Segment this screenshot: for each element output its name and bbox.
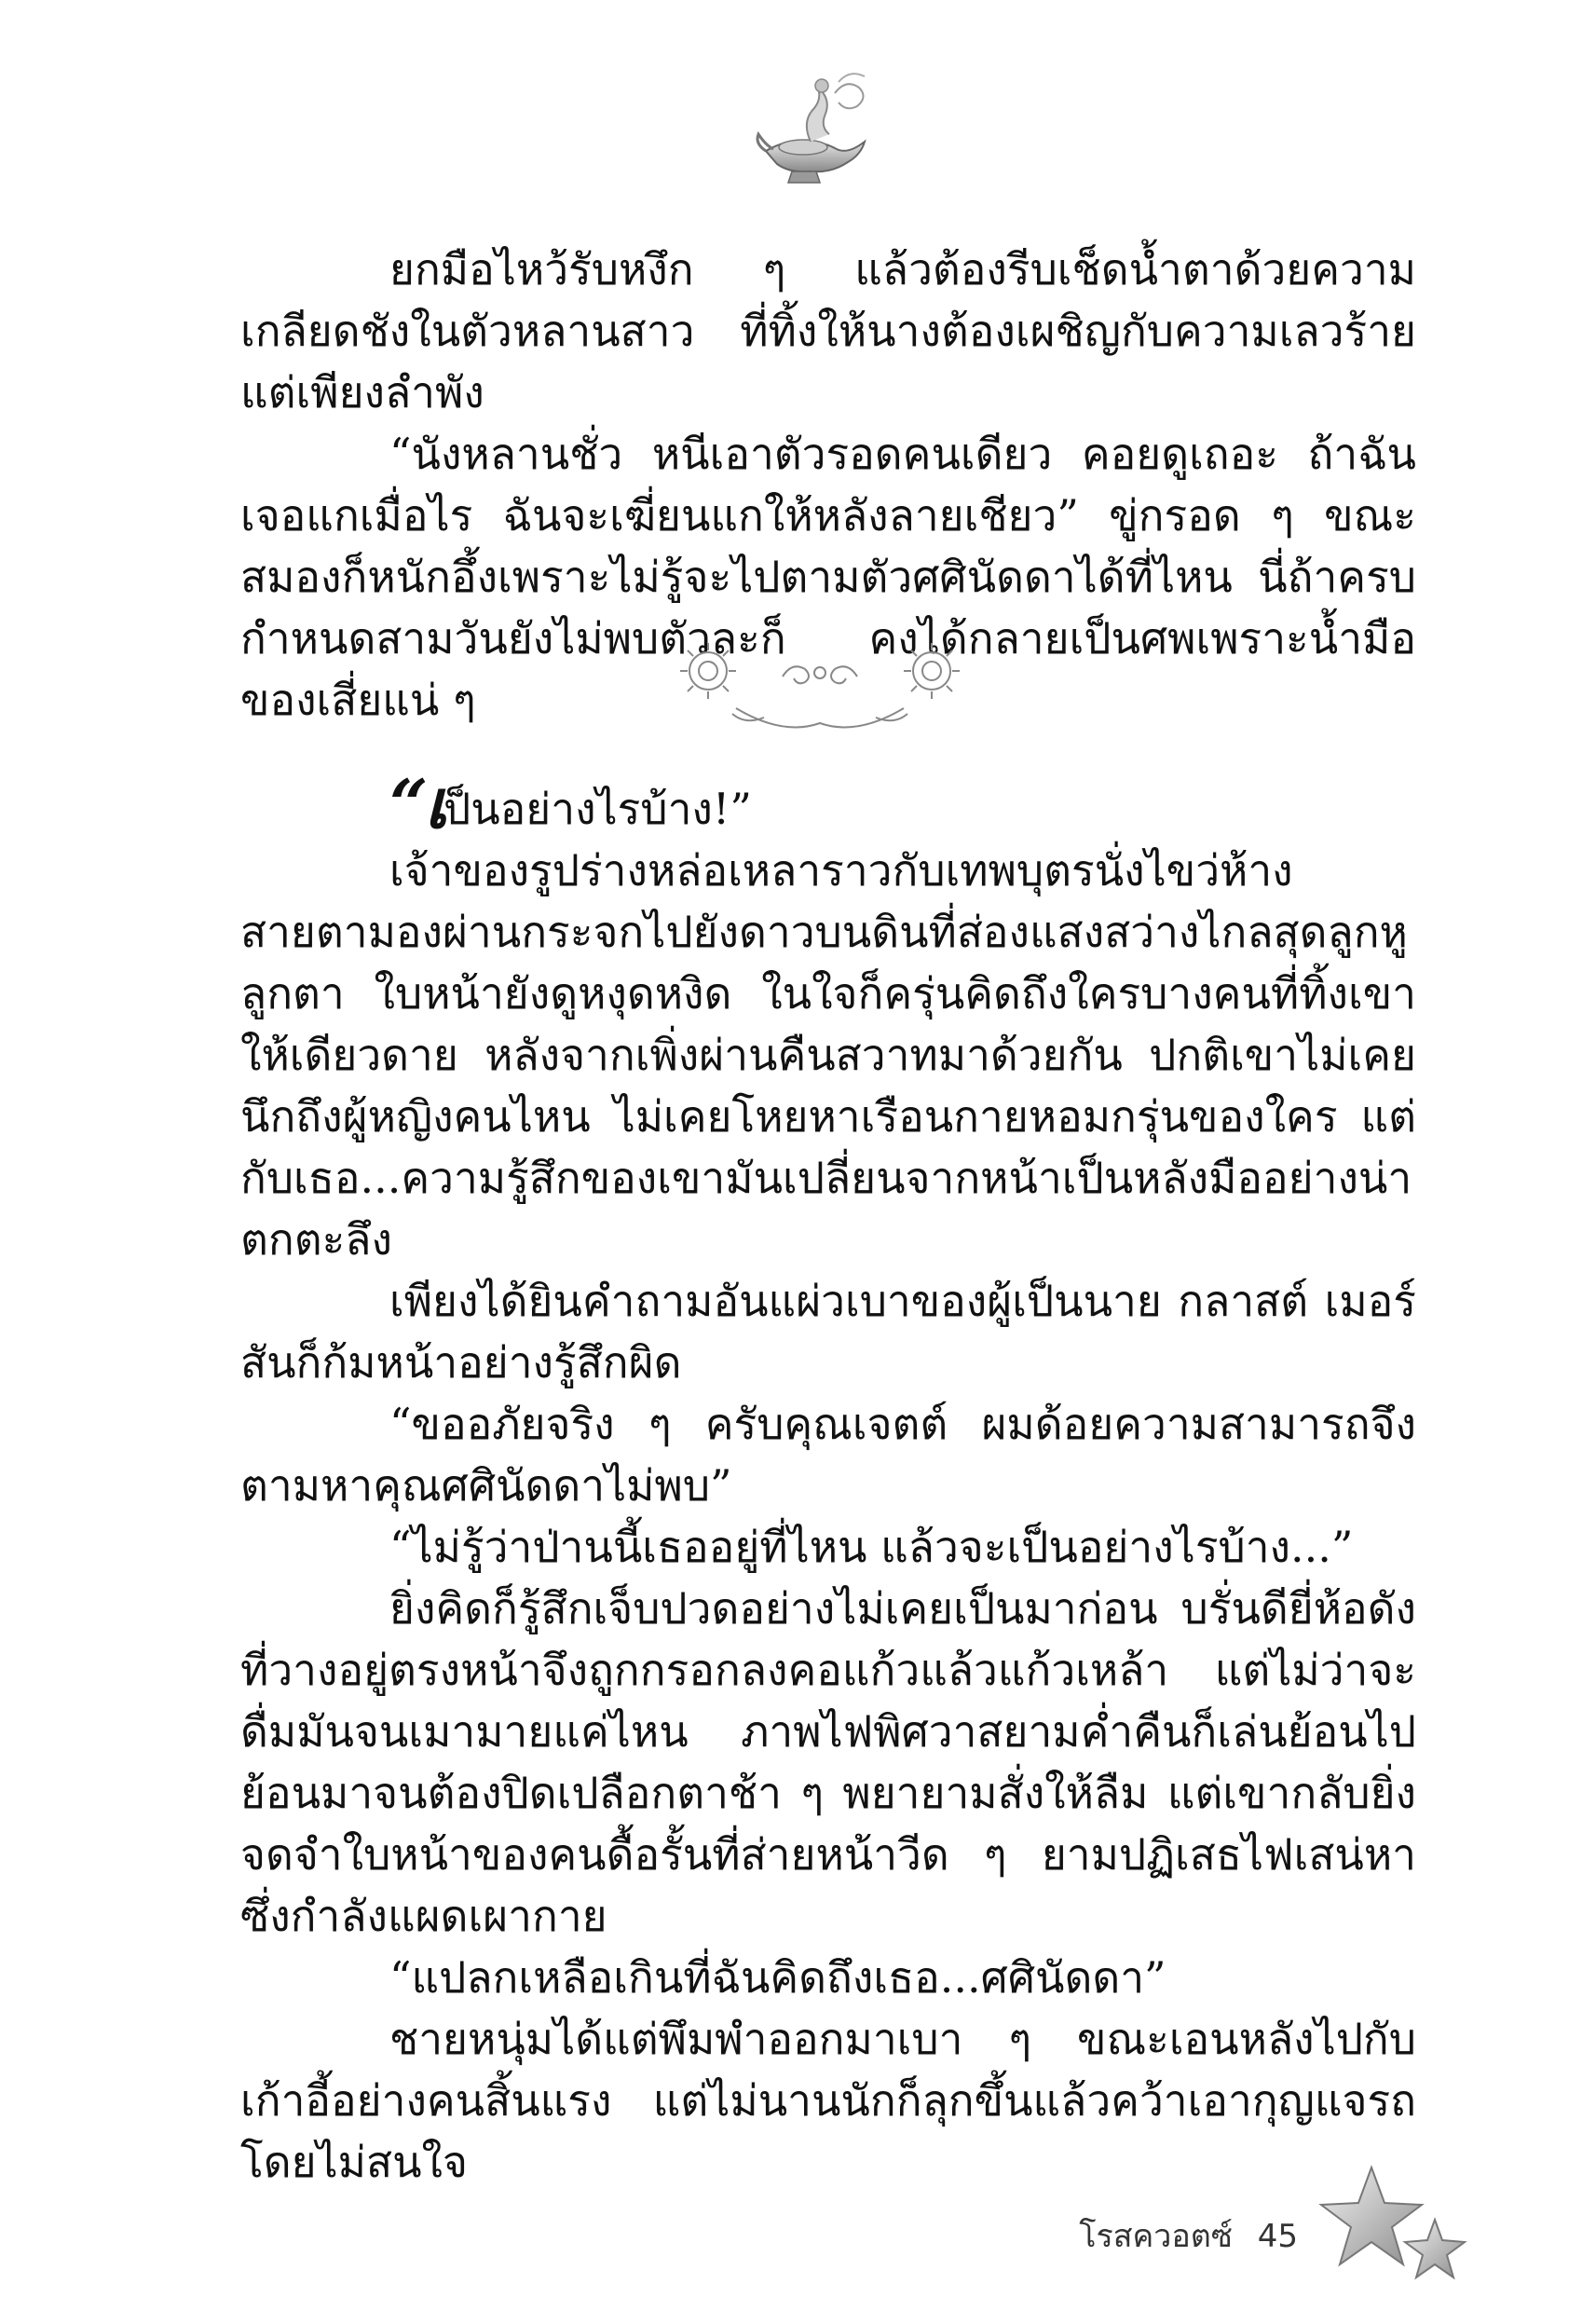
page-footer <box>1064 2210 1298 2261</box>
opening-paragraph <box>240 764 1416 843</box>
paragraph: “แปลกเหลือเกินที่ฉันคิดถึงเธอ...ศศินัดดา” <box>389 1952 1166 2003</box>
magic-lamp-ornament-icon <box>745 65 885 196</box>
paragraph: เจ้าของรูปร่างหล่อเหลาราวกับเทพบุตรนั่งไขว่ห้าง สายตามองผ่านกระจกไปยังดาวบนดินที่ส่องแสงสว่างไกลสุดลูกหูลูกตา ใบหน้ายังดูหงุดหงิด ในใจก็ครุ่นคิดถึงใครบางคนที่ทิ้งเขาให้เดียวดาย หลังจากเพิ่งผ่านคืนสวาทมาด้วยกัน ปกติเขาไม่เคยนึกถึงผู้หญิงคนไหน ไม่เคยโหยหาเรือนกายหอมกรุ่นของใคร แต่กับเธอ...ความรู้สึกของเขามันเปลี่ยนจากหน้าเป็นหลังมืออย่างน่าตกตะลึง <box>240 845 1416 1265</box>
text-section-bottom <box>240 764 1416 2193</box>
decorative-opening-quote: “ <box>389 764 425 843</box>
paragraph: ยิ่งคิดก็รู้สึกเจ็บปวดอย่างไม่เคยเป็นมาก่อน บรั่นดียี่ห้อดังที่วางอยู่ตรงหน้าจึงถูกกรอกลงคอแก้วแล้วแก้วเหล้า แต่ไม่ว่าจะดื่มมันจนเมามายแค่ไหน ภาพไฟพิศวาสยามค่ำคืนก็เล่นย้อนไปย้อนมาจนต้องปิดเปลือกตาช้า ๆ พยายามสั่งให้ลืม แต่เขากลับยิ่งจดจำใบหน้าของคนดื้อรั้นที่ส่ายหน้าวีด ๆ ยามปฏิเสธไฟเสน่หาซึ่งกำลังแผดเผากาย <box>240 1583 1416 1941</box>
paragraph: ยกมือไหว้รับหงึก ๆ แล้วต้องรีบเช็ดน้ำตาด้วยความเกลียดชังในตัวหลานสาว ที่ทิ้งให้นางต้องเผชิญกับความเลวร้ายแต่เพียงลำพัง <box>240 244 1416 417</box>
stars-ornament-icon <box>1316 2160 1474 2290</box>
book-title: โรสควอตซ์ <box>1079 2218 1233 2255</box>
paragraph: “ขออภัยจริง ๆ ครับคุณเจตต์ ผมด้อยความสามารถจึงตามหาคุณศศินัดดาไม่พบ” <box>240 1399 1416 1511</box>
page-number: 45 <box>1257 2218 1298 2255</box>
paragraph: เพียงได้ยินคำถามอันแผ่วเบาของผู้เป็นนาย กลาสต์ เมอร์สันก็ก้มหน้าอย่างรู้สึกผิด <box>240 1276 1416 1388</box>
drop-letter: เ <box>424 764 444 843</box>
opening-text: ป็นอย่างไรบ้าง!” <box>443 784 752 834</box>
paragraph: “ไม่รู้ว่าป่านนี้เธออยู่ที่ไหน แล้วจะเป็นอย่างไรบ้าง...” <box>389 1522 1354 1572</box>
paragraph: “นังหลานชั่ว หนีเอาตัวรอดคนเดียว คอยดูเถอะ ถ้าฉันเจอแกเมื่อไร ฉันจะเฆี่ยนแกให้หลังลายเชียว” ขู่กรอด ๆ ขณะสมองก็หนักอึ้งเพราะไม่รู้จะไปตามตัวศศินัดดาได้ที่ไหน นี่ถ้าครบกำหนดสามวันยังไม่พบตัวละก็ คงได้กลายเป็นศพเพราะน้ำมือของเสี่ยแน่ ๆ <box>240 429 1416 725</box>
floral-divider-ornament-icon <box>680 634 960 745</box>
paragraph: ชายหนุ่มได้แต่พึมพำออกมาเบา ๆ ขณะเอนหลังไปกับเก้าอี้อย่างคนสิ้นแรง แต่ไม่นานนักก็ลุกขึ้นแล้วคว้าเอากุญแจรถ โดยไม่สนใจ <box>240 2014 1416 2187</box>
